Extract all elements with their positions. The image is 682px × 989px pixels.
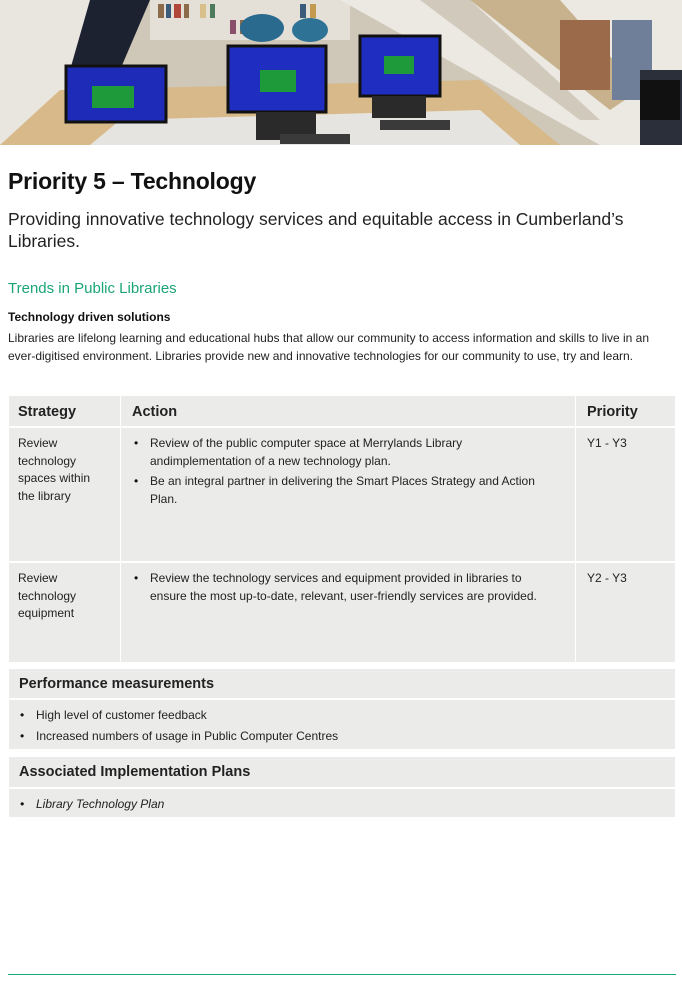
solutions-heading: Technology driven solutions <box>8 310 171 324</box>
action-item: • Review the technology services and equipment provided in libraries to ensure the most up-to-date, relevant, user-friendly services are provided. <box>132 570 560 605</box>
trends-heading: Trends in Public Libraries <box>8 280 177 297</box>
performance-box <box>9 669 675 749</box>
implementation-box <box>9 757 675 817</box>
table-row-2-priority: Y2 - Y3 <box>587 571 627 585</box>
footer-divider <box>8 974 676 975</box>
strategy-table <box>9 396 675 662</box>
table-row-1-actions <box>132 435 560 511</box>
table-row-1-priority: Y1 - Y3 <box>587 436 627 450</box>
list-item: • Library Technology Plan <box>18 796 658 814</box>
table-row-2-actions <box>132 570 560 608</box>
table-row-1-strategy: Review technology spaces within the library <box>18 436 91 503</box>
hero-photo <box>0 0 682 145</box>
page-subtitle: Providing innovative technology services and equitable access in Cumberland’s Libraries. <box>8 209 624 251</box>
performance-list <box>18 707 658 748</box>
implementation-list <box>18 796 658 817</box>
header-strategy: Strategy <box>18 404 77 420</box>
list-item: • High level of customer feedback <box>18 707 658 725</box>
list-item: • Increased numbers of usage in Public Computer Centres <box>18 728 658 746</box>
action-item: • Be an integral partner in delivering the Smart Places Strategy and Action Plan. <box>132 473 560 508</box>
solutions-paragraph: Libraries are lifelong learning and educational hubs that allow our community to access information and skills to live in an ever-digitised environment. Libraries provide new and innovative technologies for our community to use, try and learn. <box>8 331 650 363</box>
table-row-2-strategy: Review technology equipment <box>18 571 77 620</box>
header-action: Action <box>132 404 178 420</box>
implementation-heading: Associated Implementation Plans <box>19 764 251 780</box>
performance-heading: Performance measurements <box>19 676 215 692</box>
action-item: • Review of the public computer space at Merrylands Library andimplementation of a new technology plan. <box>132 435 560 470</box>
header-priority: Priority <box>587 404 638 420</box>
page-title: Priority 5 – Technology <box>8 168 257 194</box>
